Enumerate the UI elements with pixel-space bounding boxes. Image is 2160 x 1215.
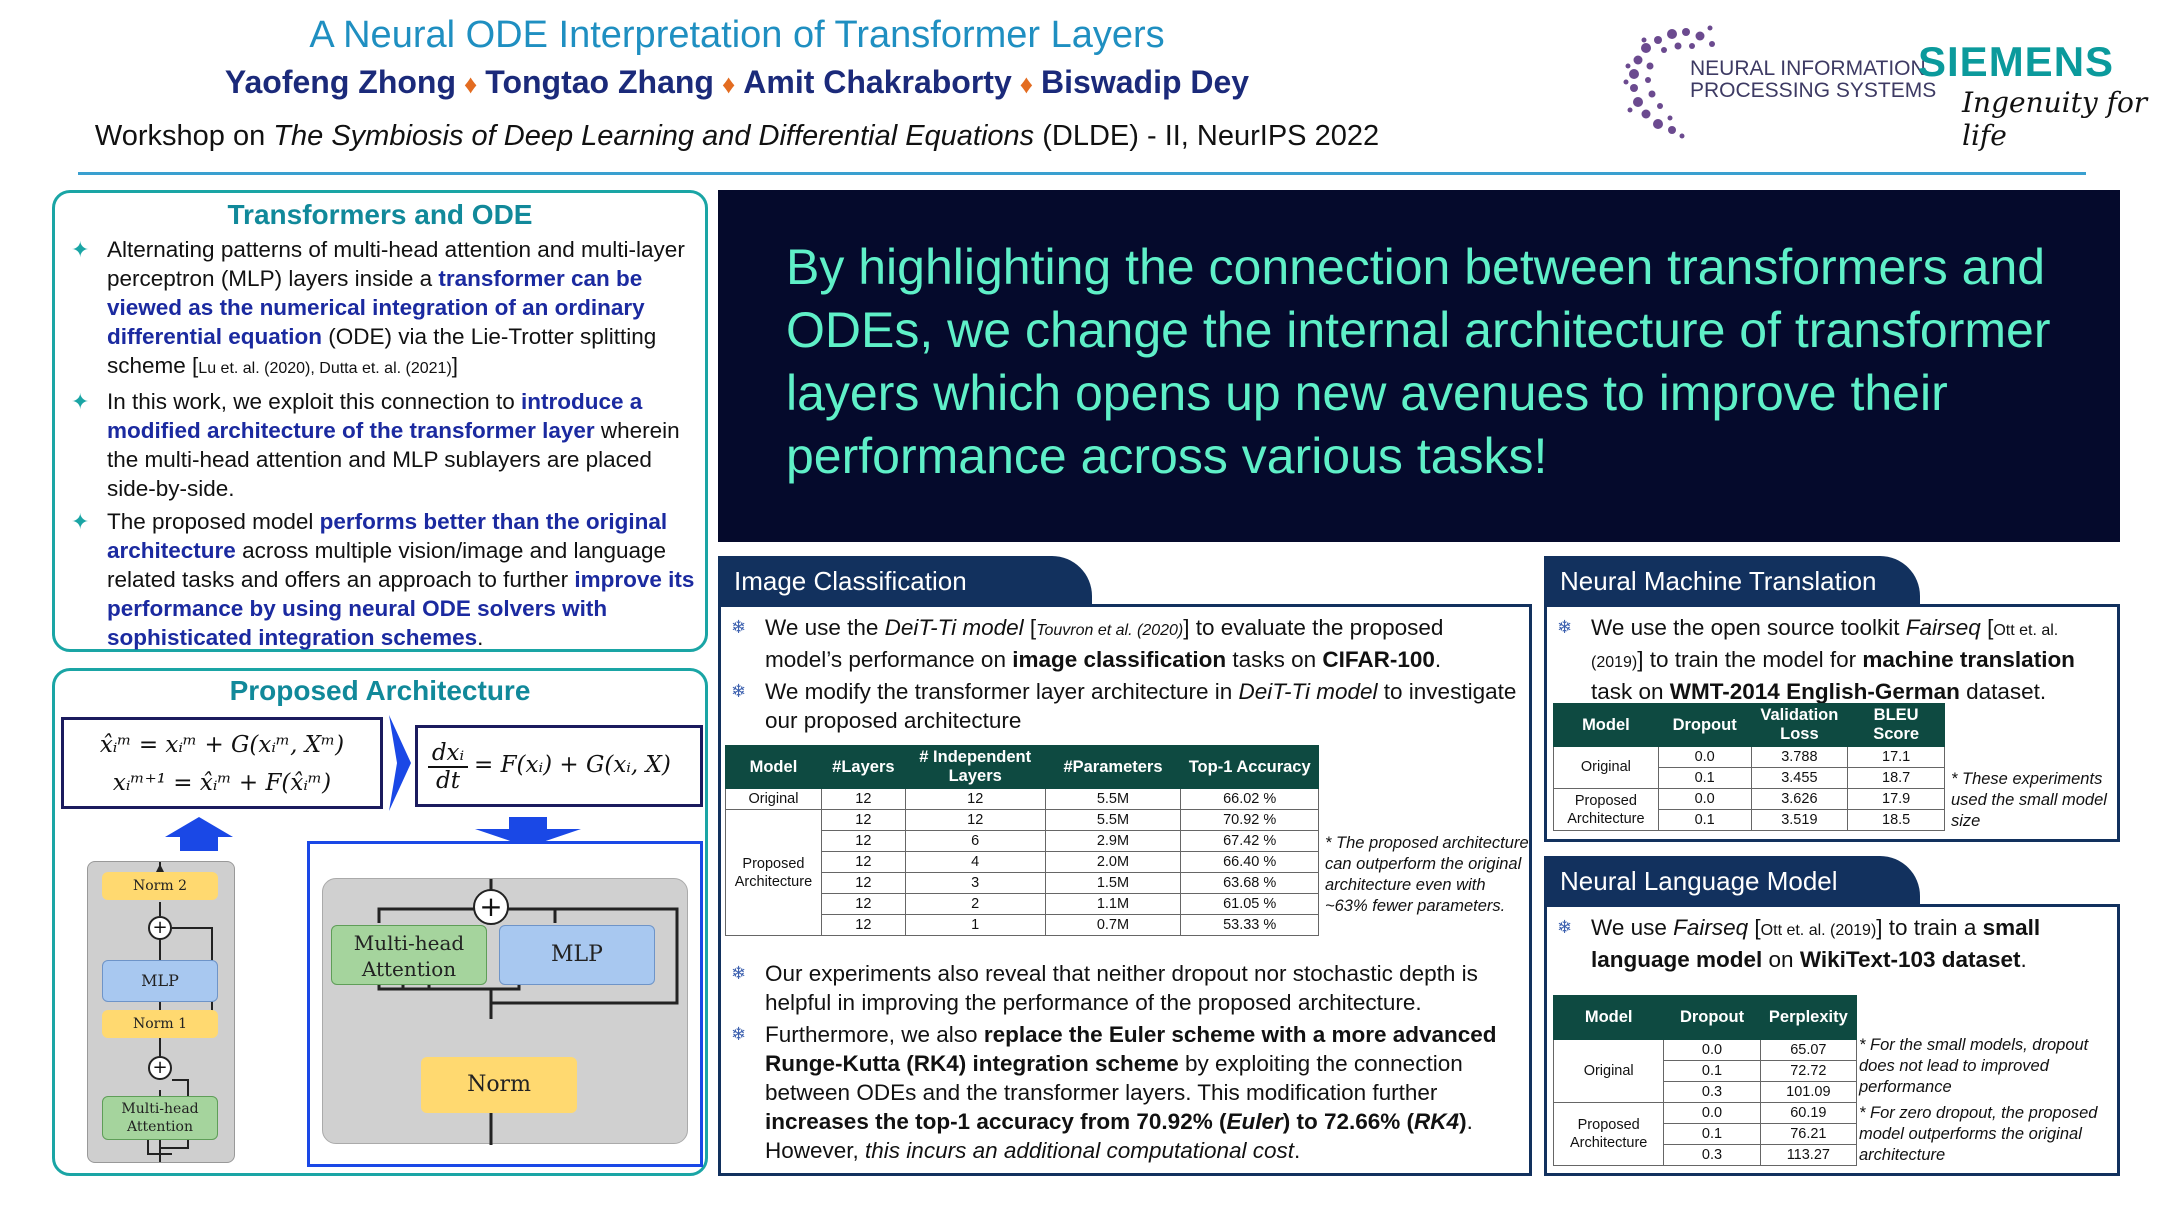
scheme-name: RK4 bbox=[1414, 1109, 1460, 1134]
transformers-ode-bullets bbox=[61, 235, 695, 652]
list-item bbox=[721, 613, 1521, 674]
text: In this work, we exploit this connection to bbox=[107, 389, 521, 414]
text: dataset. bbox=[1959, 679, 2047, 704]
list-item bbox=[721, 1020, 1527, 1165]
table-cell: 61.05 % bbox=[1181, 894, 1319, 915]
table-footnote: * For the small models, dropout does not lead to improved performance bbox=[1859, 1036, 2089, 1096]
mlp-block: MLP bbox=[499, 925, 655, 985]
bold-text: WikiText-103 dataset bbox=[1799, 947, 2021, 972]
table-cell: 12 bbox=[821, 852, 905, 873]
multihead-attention-block: Multi-head Attention bbox=[331, 925, 487, 985]
table-cell: 12 bbox=[905, 789, 1045, 810]
text: We modify the transformer layer architecture in bbox=[765, 679, 1239, 704]
bold-text: replace the Euler scheme with a more advanced Runge-Kutta (RK4) integration scheme bbox=[765, 1022, 1497, 1076]
text: Alternating patterns of multi-head attention and multi-layer perceptron (MLP) layers inside a bbox=[107, 237, 685, 291]
table-cell: 0.0 bbox=[1658, 747, 1751, 768]
table-footnote: * For zero dropout, the proposed model outperforms the original architecture bbox=[1859, 1104, 2098, 1164]
highlight-text: improve its performance by using neural ODE solvers with sophisticated integration schemes bbox=[107, 567, 695, 650]
table-row bbox=[1554, 1040, 1857, 1061]
poster-title: A Neural ODE Interpretation of Transformer Layers bbox=[309, 14, 1165, 56]
bold-text bbox=[765, 1109, 1467, 1134]
text: ] bbox=[451, 353, 459, 378]
list-item bbox=[721, 677, 1521, 735]
column-header: Perplexity bbox=[1760, 996, 1856, 1040]
plus-icon: + bbox=[473, 889, 509, 925]
citation: Lu et. al. (2020), Dutta et. al. (2021) bbox=[198, 360, 452, 377]
key-message-text: By highlighting the connection between transformers and ODEs, we change the internal architecture of transformer layers which opens up new avenues to improve their performance across various tasks! bbox=[786, 239, 2051, 484]
column-header: Model bbox=[1554, 704, 1659, 747]
list-item bbox=[61, 235, 695, 383]
table-cell: 72.72 bbox=[1760, 1061, 1856, 1082]
column-header: Top-1 Accuracy bbox=[1181, 746, 1319, 789]
table-cell: 4 bbox=[905, 852, 1045, 873]
table-cell: 12 bbox=[821, 873, 905, 894]
bold-text: WMT-2014 English-German bbox=[1669, 679, 1960, 704]
author-list bbox=[0, 64, 1474, 101]
table-cell: 66.40 % bbox=[1181, 852, 1319, 873]
table-cell: 76.21 bbox=[1760, 1124, 1856, 1145]
text: (ODE) via the Lie-Trotter splitting scheme [ bbox=[107, 324, 657, 378]
text: We use the open source toolkit bbox=[1591, 615, 1906, 640]
snowflake-bullet-icon: ❄ bbox=[731, 1024, 747, 1044]
norm2-block: Norm 2 bbox=[102, 872, 218, 900]
text: across multiple vision/image and language related tasks and offers an approach to further bbox=[107, 538, 667, 592]
text: . However, bbox=[765, 1109, 1473, 1163]
table-cell: 63.68 % bbox=[1181, 873, 1319, 894]
table-cell: 0.1 bbox=[1658, 810, 1751, 831]
column-header: #Layers bbox=[821, 746, 905, 789]
workshop-name: The Symbiosis of Deep Learning and Differential Equations bbox=[273, 120, 1035, 152]
column-header: Validation Loss bbox=[1751, 704, 1848, 747]
list-item bbox=[721, 959, 1527, 1017]
nmt-box bbox=[1544, 604, 2120, 842]
table-header-row bbox=[1554, 704, 1945, 747]
table-cell: 53.33 % bbox=[1181, 915, 1319, 936]
ode-equation bbox=[415, 725, 703, 807]
snowflake-bullet-icon: ❄ bbox=[1557, 917, 1573, 937]
model-cell: Proposed Architecture bbox=[1554, 789, 1659, 831]
chevron-right-icon bbox=[389, 715, 411, 811]
snowflake-bullet-icon: ❄ bbox=[731, 617, 747, 637]
norm1-block: Norm 1 bbox=[102, 1010, 218, 1038]
norm-block: Norm bbox=[421, 1057, 577, 1113]
text: [ bbox=[1023, 615, 1037, 640]
text: ] to train a bbox=[1876, 915, 1983, 940]
table-cell: 1.1M bbox=[1045, 894, 1181, 915]
sparkle-bullet-icon: ✦ bbox=[71, 237, 90, 262]
mlp-block: MLP bbox=[102, 960, 218, 1002]
neurips-logo-text bbox=[1690, 58, 1936, 102]
highlight-text: transformer can be viewed as the numerical integration of an ordinary differential equation bbox=[107, 266, 645, 349]
text: ) to 72.66% ( bbox=[1282, 1109, 1415, 1134]
table-cell: 101.09 bbox=[1760, 1082, 1856, 1103]
column-header: BLEU Score bbox=[1848, 704, 1945, 747]
table-cell: 113.27 bbox=[1760, 1145, 1856, 1166]
text: task on bbox=[1591, 679, 1670, 704]
table-cell: 12 bbox=[821, 789, 905, 810]
table-cell: 12 bbox=[821, 915, 905, 936]
plus-icon: + bbox=[148, 1056, 172, 1080]
author-name: Yaofeng Zhong bbox=[224, 64, 456, 100]
text: ] to train the model for bbox=[1637, 647, 1863, 672]
sparkle-bullet-icon: ✦ bbox=[71, 389, 90, 414]
original-layer-diagram bbox=[87, 861, 235, 1163]
arrow-up-icon bbox=[165, 817, 233, 851]
transformers-ode-panel bbox=[52, 190, 708, 652]
table-cell: 12 bbox=[821, 894, 905, 915]
table-cell: 0.1 bbox=[1658, 768, 1751, 789]
table-cell: 0.7M bbox=[1045, 915, 1181, 936]
nlm-table bbox=[1553, 995, 1857, 1166]
proposed-layer-frame bbox=[307, 841, 703, 1167]
panel-title: Proposed Architecture bbox=[229, 675, 531, 706]
table-cell: 1 bbox=[905, 915, 1045, 936]
table-cell: 18.5 bbox=[1848, 810, 1945, 831]
table-cell: 0.0 bbox=[1664, 1103, 1760, 1124]
fraction-numerator: dxᵢ bbox=[428, 740, 468, 768]
header-divider bbox=[78, 172, 2086, 175]
table-cell: 60.19 bbox=[1760, 1103, 1856, 1124]
text: by exploiting the connection between ODEs and the transformer layers. This modification further bbox=[765, 1051, 1463, 1105]
neurips-line-2: PROCESSING SYSTEMS bbox=[1690, 79, 1937, 102]
table-cell: 3.626 bbox=[1751, 789, 1848, 810]
text: . bbox=[2020, 947, 2027, 972]
tool-name: Fairseq bbox=[1673, 915, 1749, 940]
highlight-text: introduce a modified architecture of the transformer layer bbox=[107, 389, 643, 443]
table-footnote: * The proposed architecture can outperform the original architecture even with ~63% fewer parameters. bbox=[1325, 834, 1529, 915]
model-cell: Proposed Architecture bbox=[1554, 1103, 1664, 1166]
table-cell: 3.519 bbox=[1751, 810, 1848, 831]
workshop-line bbox=[0, 120, 1474, 153]
model-cell: Original bbox=[1554, 1040, 1664, 1103]
equation-line: x̂ᵢᵐ = xᵢᵐ + G(xᵢᵐ, Xᵐ) bbox=[99, 732, 345, 758]
list-item bbox=[1547, 913, 2109, 974]
table-cell: 12 bbox=[821, 831, 905, 852]
author-name: Tongtao Zhang bbox=[485, 64, 714, 100]
text: to investigate our proposed architecture bbox=[765, 679, 1517, 733]
list-item bbox=[61, 387, 695, 503]
text: Our experiments also reveal that neither dropout nor stochastic depth is helpful in improving the performance of the proposed architecture. bbox=[765, 961, 1478, 1015]
neurips-line-1: NEURAL INFORMATION bbox=[1690, 57, 1926, 80]
nmt-tab: Neural Machine Translation bbox=[1544, 556, 1920, 608]
author-separator: ♦ bbox=[464, 69, 478, 99]
plus-icon: + bbox=[148, 916, 172, 940]
table-row bbox=[1554, 789, 1945, 810]
table-cell: 0.0 bbox=[1658, 789, 1751, 810]
column-header: #Parameters bbox=[1045, 746, 1181, 789]
tool-name: Fairseq bbox=[1905, 615, 1981, 640]
image-classification-tab: Image Classification bbox=[718, 556, 1092, 608]
column-header: Model bbox=[726, 746, 822, 789]
table-cell: 66.02 % bbox=[1181, 789, 1319, 810]
nmt-table bbox=[1553, 703, 1945, 831]
table-row bbox=[1554, 1103, 1857, 1124]
workshop-suffix: (DLDE) - II, NeurIPS 2022 bbox=[1034, 120, 1380, 152]
text: ] to evaluate the proposed model’s performance on bbox=[765, 615, 1444, 672]
model-cell: Original bbox=[726, 789, 822, 810]
author-separator: ♦ bbox=[721, 69, 736, 99]
table-cell: 5.5M bbox=[1045, 789, 1181, 810]
siemens-logo: SIEMENS bbox=[1918, 38, 2115, 85]
table-cell: 1.5M bbox=[1045, 873, 1181, 894]
nmt-bullets bbox=[1547, 613, 2109, 706]
text: We use bbox=[1591, 915, 1674, 940]
author-name: Biswadip Dey bbox=[1041, 64, 1250, 100]
table-cell: 2 bbox=[905, 894, 1045, 915]
text: ) bbox=[1459, 1109, 1467, 1134]
text: We use the bbox=[765, 615, 885, 640]
image-classification-findings bbox=[721, 959, 1527, 1168]
highlight-text: performs better than the original architecture bbox=[107, 509, 668, 563]
equation-rhs: = F(xᵢ) + G(xᵢ, X) bbox=[474, 752, 671, 778]
text: . bbox=[477, 625, 484, 650]
snowflake-bullet-icon: ❄ bbox=[731, 963, 747, 983]
model-name: DeiT-Ti model bbox=[884, 615, 1024, 640]
italic-text: this incurs an additional computational cost bbox=[865, 1138, 1295, 1163]
table-cell: 3.788 bbox=[1751, 747, 1848, 768]
text: on bbox=[1762, 947, 1800, 972]
bold-text: CIFAR-100 bbox=[1322, 647, 1435, 672]
nlm-tab: Neural Language Model bbox=[1544, 856, 1920, 908]
table-cell: 18.7 bbox=[1848, 768, 1945, 789]
table-cell: 17.9 bbox=[1848, 789, 1945, 810]
nlm-bullets bbox=[1547, 913, 2109, 974]
bold-text: image classification bbox=[1012, 647, 1227, 672]
table-cell: 17.1 bbox=[1848, 747, 1945, 768]
text: wherein the multi-head attention and MLP sublayers are placed side-by-side. bbox=[107, 418, 680, 501]
column-header: Dropout bbox=[1658, 704, 1751, 747]
image-classification-box bbox=[718, 604, 1532, 1176]
panel-title: Transformers and ODE bbox=[227, 199, 533, 230]
table-cell: 0.1 bbox=[1664, 1061, 1760, 1082]
equation-line: xᵢᵐ⁺¹ = x̂ᵢᵐ + F(x̂ᵢᵐ) bbox=[112, 770, 332, 796]
table-row bbox=[726, 789, 1319, 810]
author-separator: ♦ bbox=[1019, 69, 1034, 99]
bold-text: small language model bbox=[1591, 915, 2041, 972]
image-classification-table bbox=[725, 745, 1319, 936]
image-classification-bullets bbox=[721, 613, 1521, 735]
derivative-fraction bbox=[428, 740, 468, 794]
snowflake-bullet-icon: ❄ bbox=[731, 681, 747, 701]
citation: Ott et. al. (2019) bbox=[1591, 622, 2059, 671]
text: The proposed model bbox=[107, 509, 320, 534]
scheme-name: Euler bbox=[1226, 1109, 1283, 1134]
snowflake-bullet-icon: ❄ bbox=[1557, 617, 1573, 637]
proposed-layer-diagram bbox=[322, 878, 688, 1144]
table-cell: 5.5M bbox=[1045, 810, 1181, 831]
model-cell: Original bbox=[1554, 747, 1659, 789]
table-cell: 0.0 bbox=[1664, 1040, 1760, 1061]
sparkle-bullet-icon: ✦ bbox=[71, 509, 90, 534]
table-cell: 0.3 bbox=[1664, 1082, 1760, 1103]
text: Furthermore, we also bbox=[765, 1022, 984, 1047]
citation: Touvron et al. (2020) bbox=[1036, 622, 1184, 639]
table-cell: 12 bbox=[905, 810, 1045, 831]
table-row bbox=[1554, 747, 1945, 768]
table-cell: 65.07 bbox=[1760, 1040, 1856, 1061]
column-header: Model bbox=[1554, 996, 1664, 1040]
text: increases the top-1 accuracy from 70.92% ( bbox=[765, 1109, 1227, 1134]
citation: Ott et. al. (2019) bbox=[1760, 922, 1877, 939]
column-header: # Independent Layers bbox=[905, 746, 1045, 789]
table-cell: 0.1 bbox=[1664, 1124, 1760, 1145]
table-cell: 70.92 % bbox=[1181, 810, 1319, 831]
table-cell: 2.0M bbox=[1045, 852, 1181, 873]
text: . bbox=[1294, 1138, 1301, 1163]
table-cell: 67.42 % bbox=[1181, 831, 1319, 852]
siemens-tagline: Ingenuity for life bbox=[1962, 86, 2148, 152]
table-cell: 12 bbox=[821, 810, 905, 831]
model-cell: Proposed Architecture bbox=[726, 810, 822, 936]
table-cell: 6 bbox=[905, 831, 1045, 852]
nlm-box bbox=[1544, 904, 2120, 1176]
workshop-prefix: Workshop on bbox=[94, 120, 274, 152]
column-header: Dropout bbox=[1664, 996, 1760, 1040]
model-name: DeiT-Ti model bbox=[1238, 679, 1378, 704]
table-cell: 0.3 bbox=[1664, 1145, 1760, 1166]
text: [ bbox=[1748, 915, 1761, 940]
list-item bbox=[1547, 613, 2109, 706]
table-row bbox=[726, 810, 1319, 831]
table-header-row bbox=[1554, 996, 1857, 1040]
table-cell: 2.9M bbox=[1045, 831, 1181, 852]
list-item bbox=[61, 507, 695, 652]
multihead-attention-block: Multi-head Attention bbox=[102, 1096, 218, 1140]
text: . bbox=[1434, 647, 1442, 672]
table-cell: 3 bbox=[905, 873, 1045, 894]
fraction-denominator: dt bbox=[436, 768, 460, 794]
bold-text: machine translation bbox=[1862, 647, 2075, 672]
table-header-row bbox=[726, 746, 1319, 789]
splitting-equations bbox=[61, 717, 383, 809]
author-name: Amit Chakraborty bbox=[743, 64, 1012, 100]
text: tasks on bbox=[1226, 647, 1323, 672]
table-cell: 3.455 bbox=[1751, 768, 1848, 789]
proposed-architecture-panel bbox=[52, 668, 708, 1176]
table-footnote: * These experiments used the small model size bbox=[1951, 770, 2107, 830]
text: [ bbox=[1980, 615, 1994, 640]
